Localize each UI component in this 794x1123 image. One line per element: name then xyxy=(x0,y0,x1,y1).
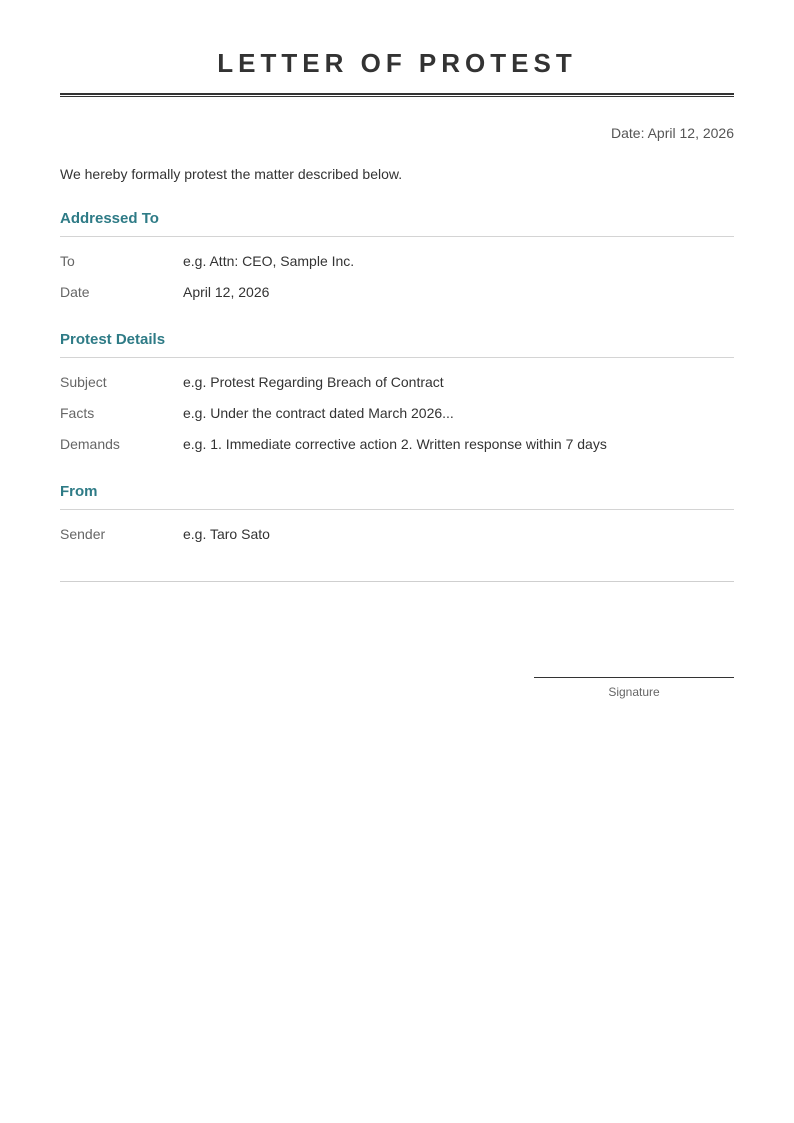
field-row-to xyxy=(60,246,734,277)
field-label: Facts xyxy=(60,405,95,421)
document-date: Date: April 12, 2026 xyxy=(611,125,734,141)
document-title: LETTER OF PROTEST xyxy=(217,48,577,78)
intro-text: We hereby formally protest the matter described below. xyxy=(60,166,403,182)
field-label: Sender xyxy=(60,526,106,542)
field-row-subject xyxy=(60,367,734,398)
section-protest-details xyxy=(60,330,734,460)
field-list xyxy=(60,519,734,550)
field-row-demands xyxy=(60,429,734,460)
section-heading-protest-details: Protest Details xyxy=(60,330,734,358)
field-label: To xyxy=(60,253,75,269)
closing-divider xyxy=(60,581,734,582)
title-double-rule xyxy=(60,93,734,97)
field-value-to: e.g. Attn: CEO, Sample Inc. xyxy=(183,253,355,269)
field-list xyxy=(60,246,734,308)
signature-line xyxy=(534,677,734,678)
field-value-facts: e.g. Under the contract dated March 2026... xyxy=(183,405,454,421)
section-addressed-to xyxy=(60,209,734,308)
field-value-sender: e.g. Taro Sato xyxy=(183,526,270,542)
field-list xyxy=(60,367,734,460)
field-row-sender xyxy=(60,519,734,550)
section-heading-addressed-to: Addressed To xyxy=(60,209,734,237)
signature-block xyxy=(534,677,734,699)
field-value-subject: e.g. Protest Regarding Breach of Contract xyxy=(183,374,444,390)
field-row-date xyxy=(60,277,734,308)
field-value-date: April 12, 2026 xyxy=(183,284,270,300)
section-from xyxy=(60,482,734,550)
field-label: Date xyxy=(60,284,90,300)
field-label: Subject xyxy=(60,374,107,390)
field-label: Demands xyxy=(60,436,120,452)
signature-label: Signature xyxy=(608,685,660,699)
field-value-demands: e.g. 1. Immediate corrective action 2. Written response within 7 days xyxy=(183,436,607,452)
field-row-facts xyxy=(60,398,734,429)
section-heading-from: From xyxy=(60,482,734,510)
